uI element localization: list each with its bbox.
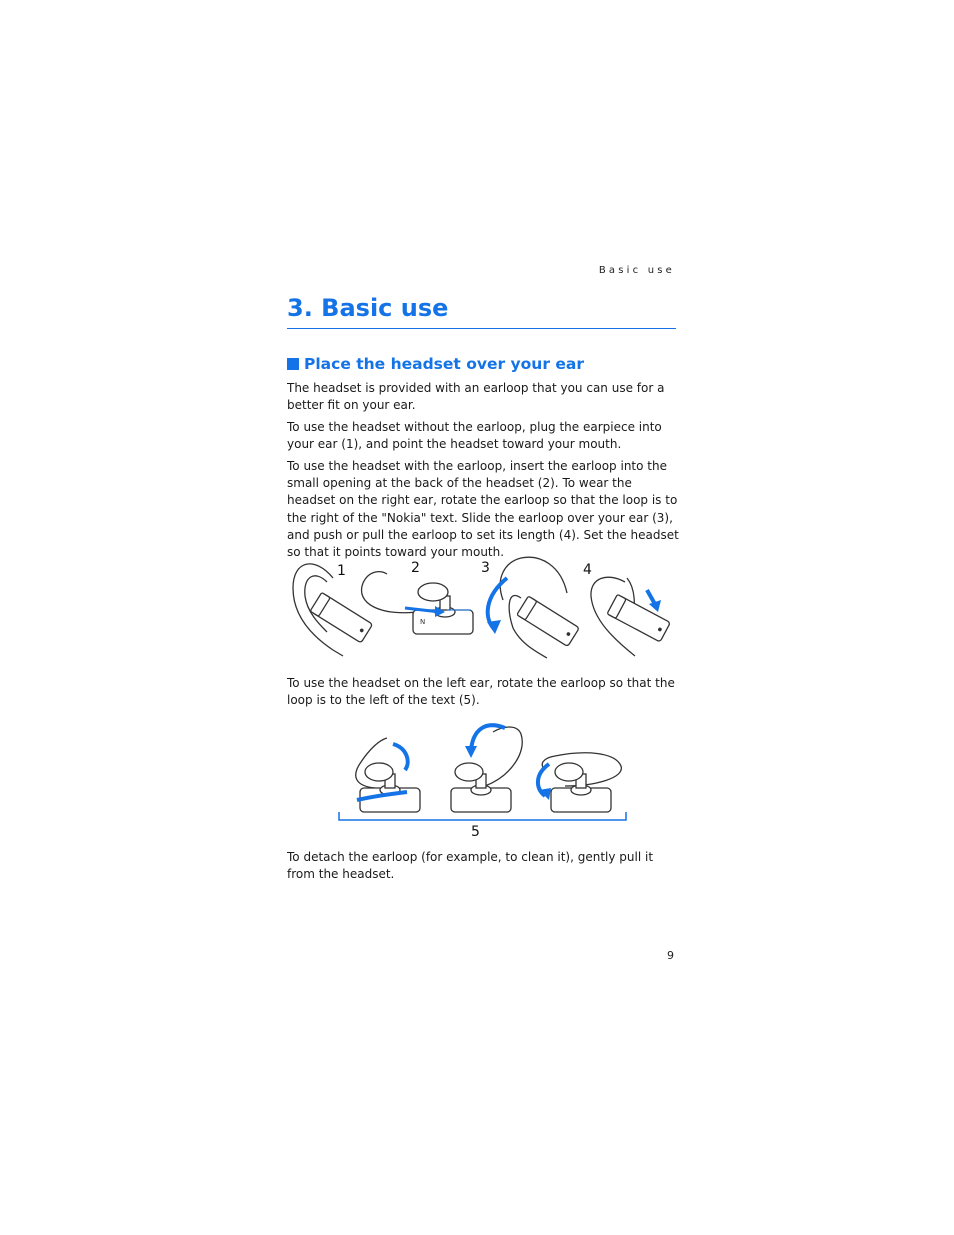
running-header: Basic use xyxy=(598,265,675,276)
headset-illustration-c xyxy=(542,753,621,812)
wearing-steps-figure xyxy=(285,548,680,670)
insert-arrow-icon xyxy=(405,608,440,612)
section-square-icon xyxy=(287,358,299,370)
paragraph-detach: To detach the earloop (for example, to clean it), gently pull it from the headset. xyxy=(287,850,654,882)
paragraph-left-ear: To use the headset on the left ear, rotate the earloop so that the loop is to the left of the text (5). xyxy=(287,676,675,708)
section-title-text: Place the headset over your ear xyxy=(304,355,584,373)
ear-earloop-illustration-3 xyxy=(500,557,579,658)
title-divider xyxy=(287,328,676,329)
paragraph-with-earloop: To use the headset with the earloop, insert the earloop into the small opening at the back of the headset (2). To wear the headset on the right ear, rotate the earloop so that the loop is to the right of the "Nokia" text. Slide the earloop over your ear (3), and push or pull the earloop to set its length (4). Set the headset so that it points toward your mouth. xyxy=(287,459,679,560)
step-label-2: 2 xyxy=(411,560,420,576)
section-heading xyxy=(287,355,584,373)
step-label-4: 4 xyxy=(583,562,592,578)
rotate-arrowhead-b-icon xyxy=(465,746,477,758)
earloop-insert-illustration xyxy=(362,572,473,634)
ear-headset-illustration-1 xyxy=(293,564,373,656)
paragraph-earloop-intro: The headset is provided with an earloop that you can use for a better fit on your ear. xyxy=(287,381,665,413)
headset-illustration-a xyxy=(356,738,420,812)
group-bracket xyxy=(339,812,626,820)
page-number: 9 xyxy=(667,949,674,962)
paragraph-without-earloop: To use the headset without the earloop, plug the earpiece into your ear (1), and point the headset toward your mouth. xyxy=(287,420,662,452)
chapter-title: 3. Basic use xyxy=(287,294,449,322)
step-label-5: 5 xyxy=(471,824,480,840)
ear-headset-illustration-4 xyxy=(591,577,670,656)
svg-text:N: N xyxy=(420,618,426,626)
headset-illustration-b xyxy=(451,727,522,812)
rotate-arrowhead-icon xyxy=(487,620,501,634)
step-label-3: 3 xyxy=(481,560,490,576)
earloop-rotation-figure xyxy=(335,716,630,842)
rotate-arrow-a-icon xyxy=(393,744,408,770)
step-label-1: 1 xyxy=(337,563,346,579)
